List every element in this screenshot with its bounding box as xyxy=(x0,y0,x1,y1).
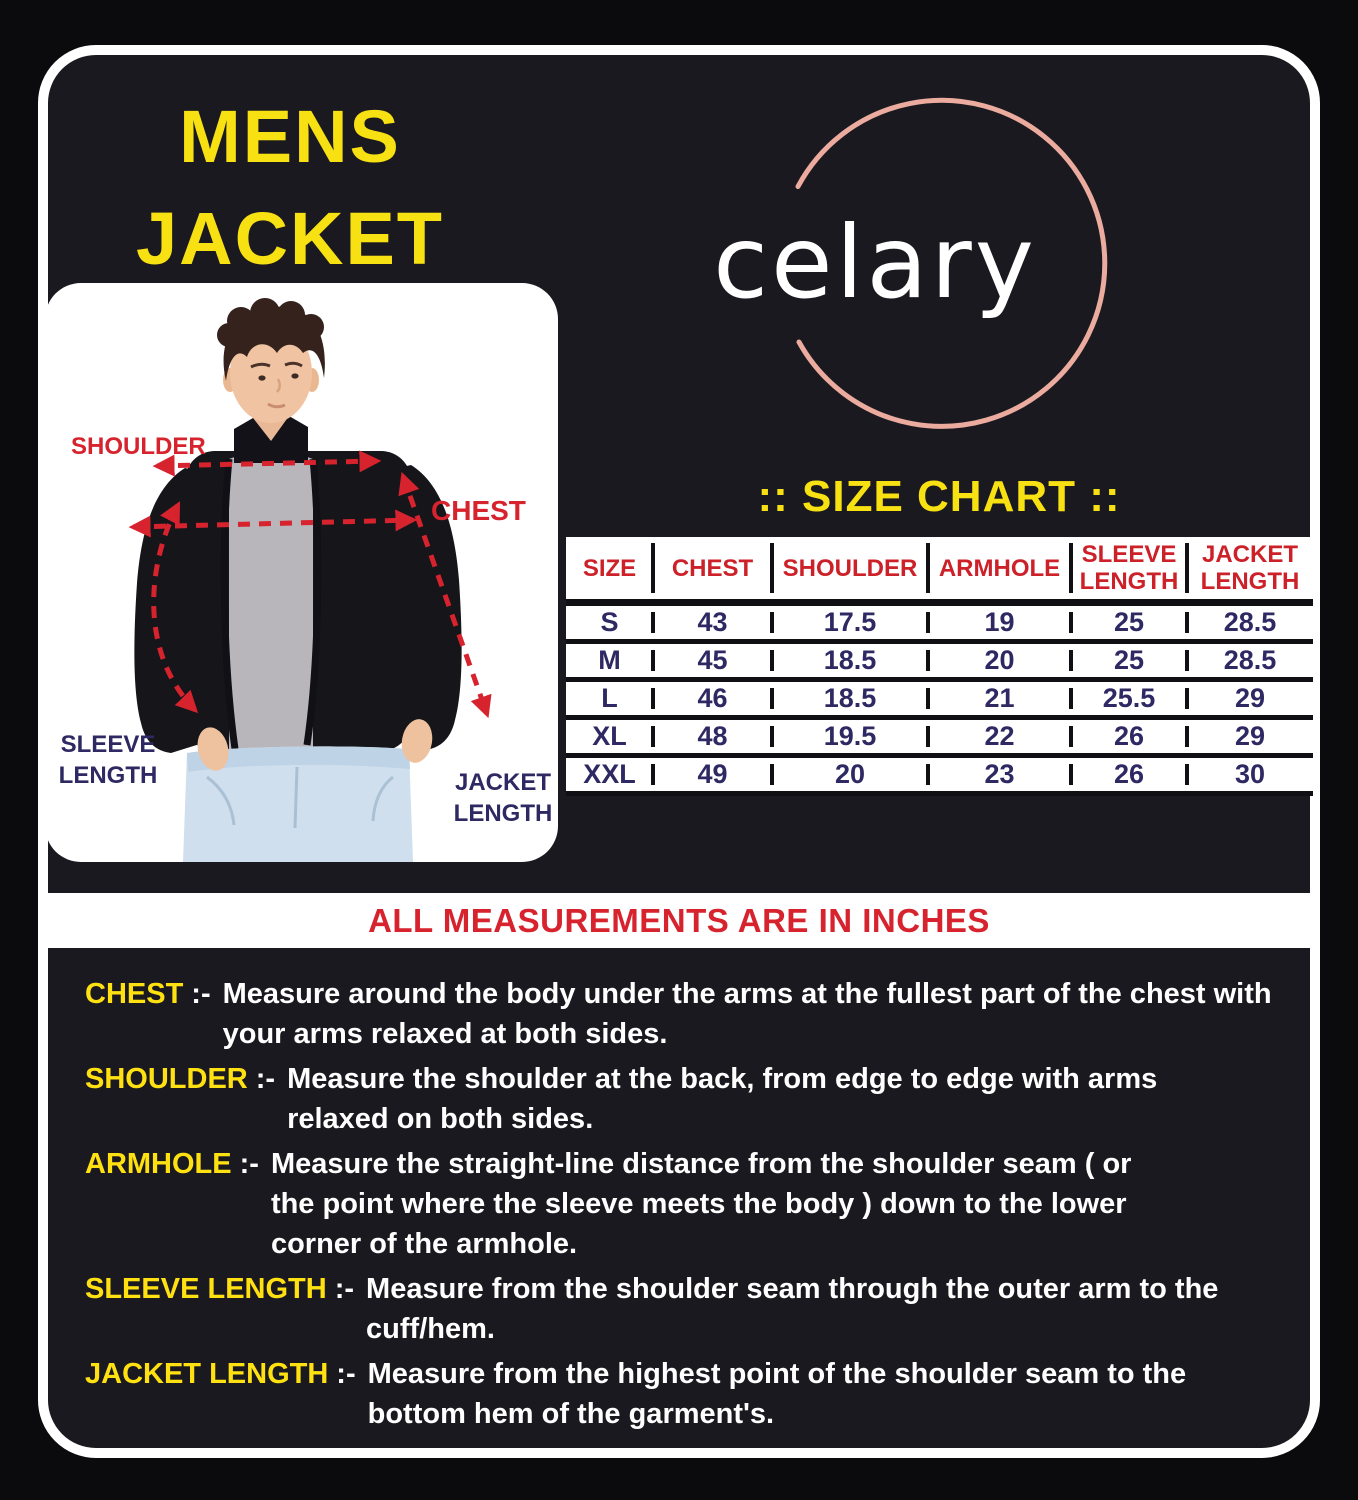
size-chart-table xyxy=(566,537,1313,796)
measurement-diagram-panel xyxy=(45,283,558,862)
left-eye xyxy=(258,375,265,380)
jacket-length-label-line2: LENGTH xyxy=(453,800,553,827)
size-chart-header xyxy=(566,537,1313,606)
table-row xyxy=(566,606,1313,644)
table-cell: 26 xyxy=(1071,758,1187,796)
table-cell: 17.5 xyxy=(772,606,928,644)
table-cell: 22 xyxy=(928,720,1071,758)
table-cell: 23 xyxy=(928,758,1071,796)
definition-text: Measure the shoulder at the back, from edge to edge with arms relaxed on both sides. xyxy=(287,1063,1158,1135)
table-cell: L xyxy=(566,682,653,720)
column-header: SIZE xyxy=(566,537,653,606)
table-row xyxy=(566,644,1313,682)
table-cell: 45 xyxy=(653,644,772,682)
definition-text: Measure around the body under the arms at the fullest part of the chest with your arms relaxed at both sides. xyxy=(222,978,1272,1050)
tshirt xyxy=(229,451,313,751)
table-cell: 21 xyxy=(928,682,1071,720)
hair-curl xyxy=(250,298,280,328)
definition-item xyxy=(85,1269,1297,1349)
title-line-2: JACKET xyxy=(135,197,445,280)
table-cell: M xyxy=(566,644,653,682)
definition-term: JACKET LENGTH :- xyxy=(85,1358,356,1390)
definition-term: ARMHOLE :- xyxy=(85,1148,259,1180)
brand-circle-icon xyxy=(700,85,1120,445)
definition-text: Measure from the shoulder seam through the outer arm to the cuff/hem. xyxy=(366,1273,1219,1345)
table-cell: 18.5 xyxy=(772,644,928,682)
table-cell: 43 xyxy=(653,606,772,644)
table-cell: 28.5 xyxy=(1187,606,1313,644)
table-cell: XL xyxy=(566,720,653,758)
sleeve-length-label-line2: LENGTH xyxy=(58,762,158,789)
table-cell: 49 xyxy=(653,758,772,796)
right-eye xyxy=(291,373,298,378)
jacket-length-label xyxy=(451,767,555,829)
table-cell: 29 xyxy=(1187,720,1313,758)
definition-item xyxy=(85,1144,1297,1264)
brand-name: celary xyxy=(713,204,1037,321)
table-cell: 26 xyxy=(1071,720,1187,758)
table-cell: 19 xyxy=(928,606,1071,644)
jeans-fly xyxy=(295,767,297,828)
column-header: JACKET LENGTH xyxy=(1187,537,1313,606)
table-cell: 30 xyxy=(1187,758,1313,796)
table-cell: 48 xyxy=(653,720,772,758)
table-cell: 46 xyxy=(653,682,772,720)
poster-title xyxy=(130,86,450,290)
shoulder-label: SHOULDER xyxy=(71,433,206,460)
definition-item xyxy=(85,1354,1297,1434)
table-cell: XXL xyxy=(566,758,653,796)
column-header: SHOULDER xyxy=(772,537,928,606)
definition-term: CHEST :- xyxy=(85,978,211,1010)
table-cell: 28.5 xyxy=(1187,644,1313,682)
sleeve-length-label xyxy=(49,729,167,791)
definition-term: SLEEVE LENGTH :- xyxy=(85,1273,355,1305)
column-header: CHEST xyxy=(653,537,772,606)
jacket-length-label-line1: JACKET xyxy=(454,769,551,796)
table-row xyxy=(566,720,1313,758)
definitions-list xyxy=(85,974,1297,1439)
header-row xyxy=(566,537,1313,606)
table-cell: 25 xyxy=(1071,644,1187,682)
definition-item xyxy=(85,1059,1297,1139)
table-cell: 25.5 xyxy=(1071,682,1187,720)
table-cell: 20 xyxy=(928,644,1071,682)
table-cell: 20 xyxy=(772,758,928,796)
measurements-note: ALL MEASUREMENTS ARE IN INCHES xyxy=(45,893,1313,948)
size-chart-title: :: SIZE CHART :: xyxy=(757,472,1121,521)
size-chart-body xyxy=(566,606,1313,796)
table-cell: S xyxy=(566,606,653,644)
table-cell: 25 xyxy=(1071,606,1187,644)
title-line-1: MENS xyxy=(179,95,401,178)
table-cell: 18.5 xyxy=(772,682,928,720)
column-header: ARMHOLE xyxy=(928,537,1071,606)
table-cell: 29 xyxy=(1187,682,1313,720)
definition-term: SHOULDER :- xyxy=(85,1063,276,1095)
brand-logo xyxy=(700,85,1120,445)
sleeve-length-label-line1: SLEEVE xyxy=(60,731,156,758)
hair-curl xyxy=(217,323,241,347)
definition-item xyxy=(85,974,1297,1054)
table-row xyxy=(566,682,1313,720)
definition-text: Measure the straight-line distance from the shoulder seam ( or the point where the sleeve meets the body ) down to the lower corner of the armhole. xyxy=(270,1148,1132,1260)
table-cell: 19.5 xyxy=(772,720,928,758)
definition-text: Measure from the highest point of the shoulder seam to the bottom hem of the garment's. xyxy=(367,1358,1187,1430)
hair-curl xyxy=(298,314,324,340)
chest-label: CHEST xyxy=(431,495,526,526)
table-row xyxy=(566,758,1313,796)
column-header: SLEEVE LENGTH xyxy=(1071,537,1187,606)
